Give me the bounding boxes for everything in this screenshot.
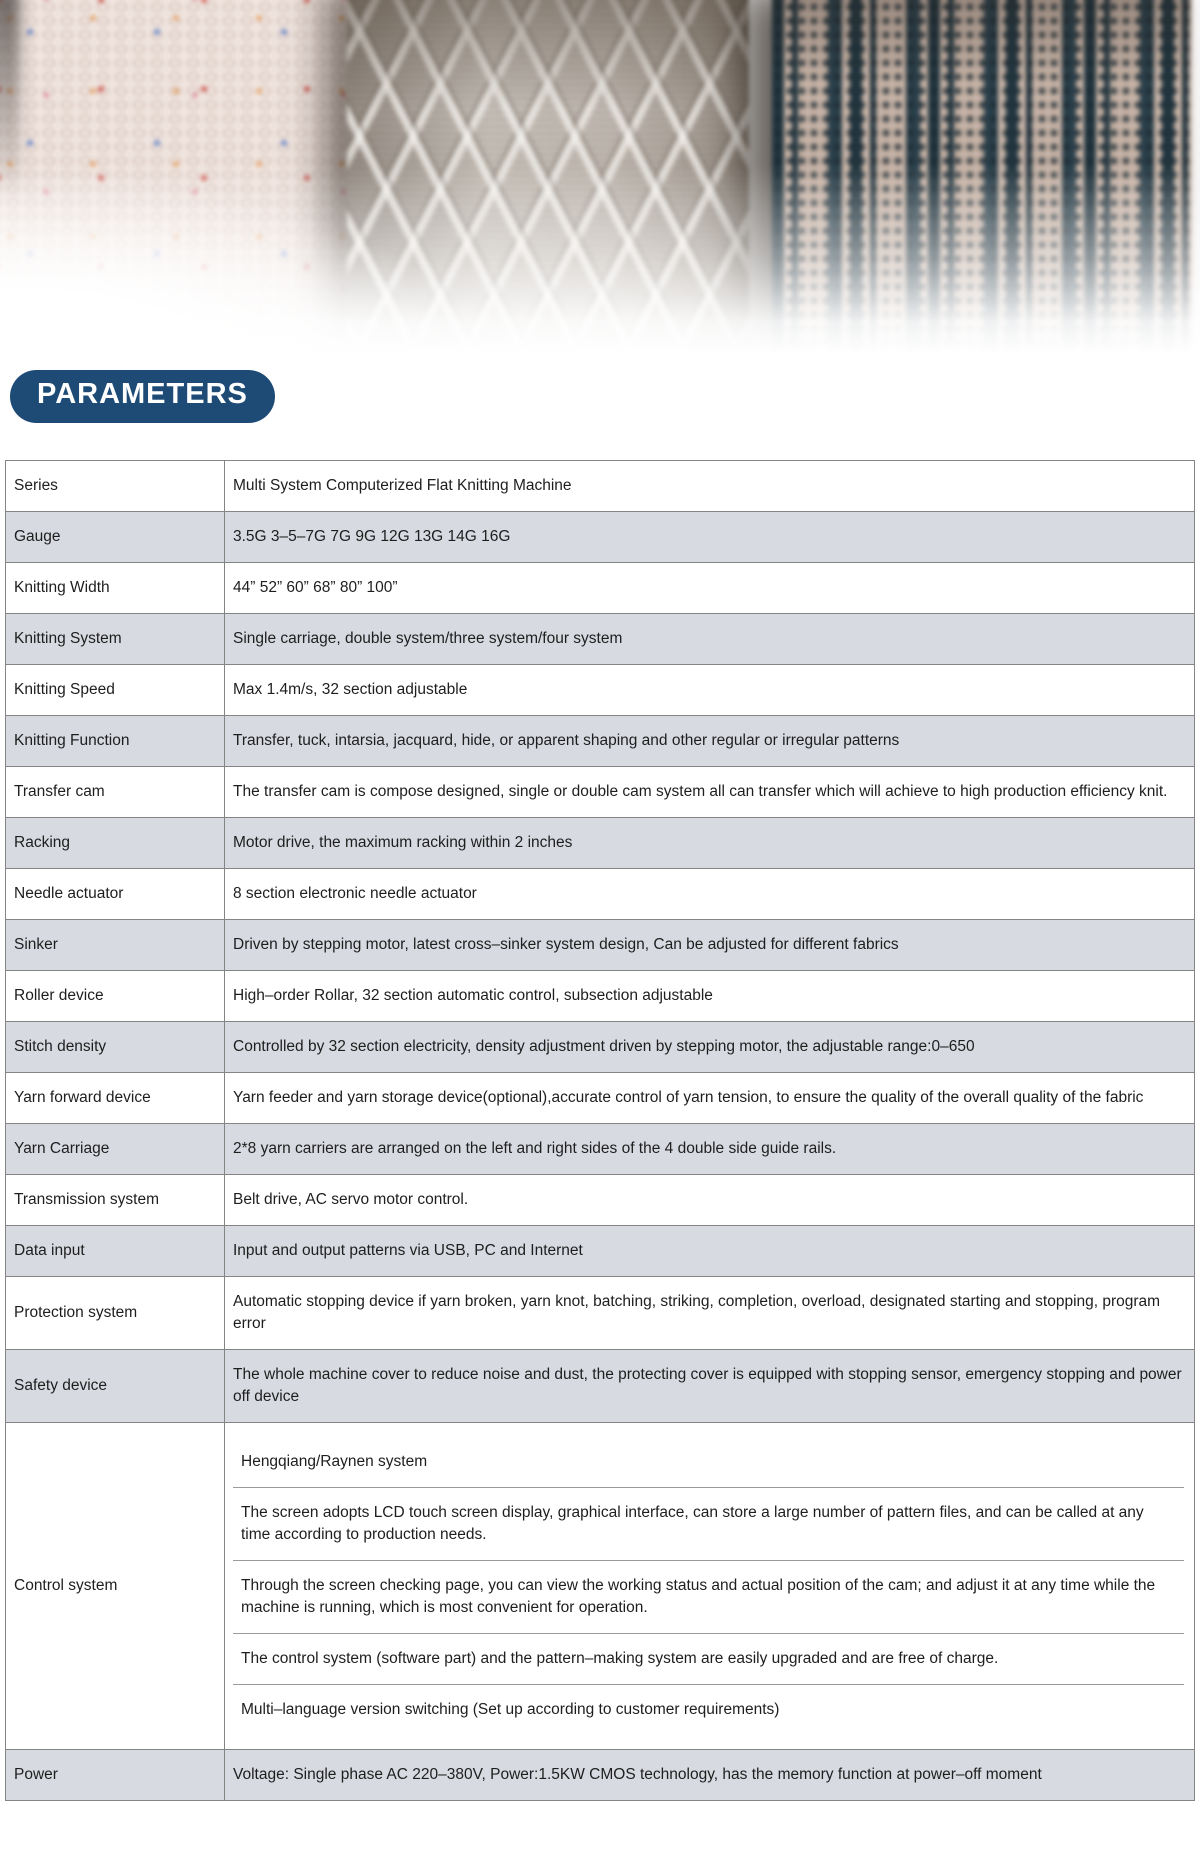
param-name: Sinker [6, 919, 225, 970]
param-name: Knitting System [6, 613, 225, 664]
param-name: Data input [6, 1225, 225, 1276]
param-value: The transfer cam is compose designed, single or double cam system all can transfer which will achieve to high production efficiency knit. [225, 766, 1195, 817]
param-name: Knitting Width [6, 562, 225, 613]
param-name: Protection system [6, 1276, 225, 1349]
table-row [6, 1749, 1195, 1800]
param-value: The screen adopts LCD touch screen display, graphical interface, can store a large number of pattern files, and can be called at any time according to production needs. [233, 1488, 1184, 1561]
param-name: Transmission system [6, 1174, 225, 1225]
table-row [6, 868, 1195, 919]
param-value: 44” 52” 60” 68” 80” 100” [225, 562, 1195, 613]
param-name: Safety device [6, 1349, 225, 1422]
param-value: Through the screen checking page, you can view the working status and actual position of the cam; and adjust it at any time while the machine is running, which is most convenient for operation. [233, 1561, 1184, 1634]
param-name: Needle actuator [6, 868, 225, 919]
param-name: Roller device [6, 970, 225, 1021]
table-row [6, 970, 1195, 1021]
param-value: Transfer, tuck, intarsia, jacquard, hide, or apparent shaping and other regular or irregular patterns [225, 715, 1195, 766]
param-name: Control system [6, 1422, 225, 1749]
param-name: Yarn forward device [6, 1072, 225, 1123]
param-name: Gauge [6, 511, 225, 562]
param-value: Controlled by 32 section electricity, density adjustment driven by stepping motor, the adjustable range:0–650 [225, 1021, 1195, 1072]
table-row-control-system [6, 1422, 1195, 1749]
table-row [6, 1072, 1195, 1123]
table-row [6, 664, 1195, 715]
table-row [6, 1276, 1195, 1349]
param-value: The whole machine cover to reduce noise and dust, the protecting cover is equipped with stopping sensor, emergency stopping and power off device [225, 1349, 1195, 1422]
param-value: Single carriage, double system/three system/four system [225, 613, 1195, 664]
table-row [6, 715, 1195, 766]
table-row [6, 766, 1195, 817]
param-value: High–order Rollar, 32 section automatic control, subsection adjustable [225, 970, 1195, 1021]
table-row [6, 1349, 1195, 1422]
param-name: Knitting Speed [6, 664, 225, 715]
param-value: Motor drive, the maximum racking within 2 inches [225, 817, 1195, 868]
table-row [6, 1021, 1195, 1072]
param-value: Driven by stepping motor, latest cross–sinker system design, Can be adjusted for different fabrics [225, 919, 1195, 970]
table-row [6, 460, 1195, 511]
table-row [6, 817, 1195, 868]
param-name: Knitting Function [6, 715, 225, 766]
hero-white-fade [0, 0, 1200, 358]
param-value: Max 1.4m/s, 32 section adjustable [225, 664, 1195, 715]
table-row [6, 1225, 1195, 1276]
param-value: Multi–language version switching (Set up according to customer requirements) [241, 1700, 780, 1718]
param-value: Hengqiang/Raynen system [233, 1437, 1184, 1488]
param-value: Belt drive, AC servo motor control. [225, 1174, 1195, 1225]
table-row [6, 613, 1195, 664]
param-name: Power [6, 1749, 225, 1800]
parameters-heading [10, 370, 275, 423]
param-name: Yarn Carriage [6, 1123, 225, 1174]
param-name: Racking [6, 817, 225, 868]
param-value: Input and output patterns via USB, PC and Internet [225, 1225, 1195, 1276]
param-value: Multi System Computerized Flat Knitting Machine [225, 460, 1195, 511]
table-row [6, 919, 1195, 970]
param-name: Series [6, 460, 225, 511]
param-value: 8 section electronic needle actuator [225, 868, 1195, 919]
table-row [6, 562, 1195, 613]
param-value: Automatic stopping device if yarn broken, yarn knot, batching, striking, completion, overload, designated starting and stopping, program error [225, 1276, 1195, 1349]
param-name: Stitch density [6, 1021, 225, 1072]
table-row [6, 1123, 1195, 1174]
hero-image [0, 0, 1200, 358]
parameters-table [5, 460, 1195, 1801]
param-name: Transfer cam [6, 766, 225, 817]
table-row [6, 511, 1195, 562]
param-value: The control system (software part) and the pattern–making system are easily upgraded and are free of charge. [233, 1634, 1184, 1685]
param-value: 3.5G 3–5–7G 7G 9G 12G 13G 14G 16G [225, 511, 1195, 562]
param-value: Voltage: Single phase AC 220–380V, Power:1.5KW CMOS technology, has the memory function at power–off moment [225, 1749, 1195, 1800]
table-row [6, 1174, 1195, 1225]
parameters-heading-label: PARAMETERS [37, 378, 248, 410]
param-value-group [225, 1422, 1195, 1749]
param-value: 2*8 yarn carriers are arranged on the left and right sides of the 4 double side guide rails. [225, 1123, 1195, 1174]
param-value: Yarn feeder and yarn storage device(optional),accurate control of yarn tension, to ensure the quality of the overall quality of the fabric [225, 1072, 1195, 1123]
